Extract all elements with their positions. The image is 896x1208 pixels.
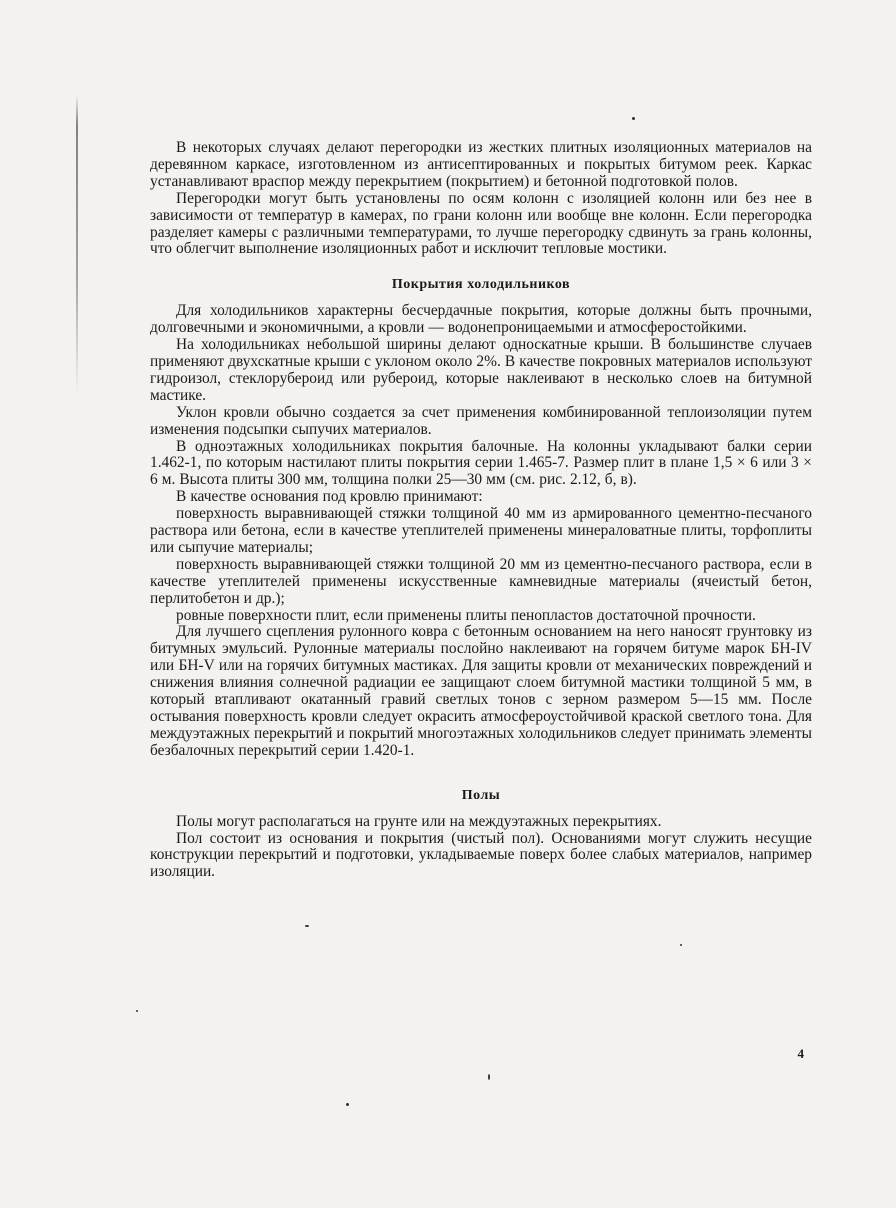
paragraph: Уклон кровли обычно создается за счет применения комбинированной теплоизоляции путем изменения подсыпки сыпучих материалов. [150, 403, 812, 438]
scan-edge [76, 95, 78, 395]
scan-speck [488, 1074, 490, 1080]
list-item: ровные поверхности плит, если применены плиты пенопластов достаточной прочности. [176, 606, 756, 624]
scan-speck [136, 1010, 138, 1012]
section-heading-floors: Полы [461, 787, 501, 803]
list-item: поверхность выравнивающей стяжки толщиной 20 мм из цементно-песчаного раствора, если в качестве утеплителей применены искусственные камневидные материалы (ячеистый бетон, перлитобетон и др.); [150, 555, 812, 607]
page-number: 4 [797, 1046, 804, 1061]
paragraph: Для холодильников характерны бесчердачные покрытия, которые должны быть прочными, долговечными и экономичными, а кровли — водонепроницаемыми и атмосферостойкими. [150, 302, 812, 337]
paragraph: Перегородки могут быть установлены по осям колонн с изоляцией колонн или без нее в зависимости от температур в камерах, по грани колонн или вообще вне колонн. Если перегородка разделяет камеры с различными температурами, то лучше перегородку сдвинуть за грань колонны, что облегчит выполнение изоляционных работ и исключит тепловые мостики. [150, 189, 812, 258]
paragraph: Для лучшего сцепления рулонного ковра с бетонным основанием на него наносят грунтовку из битумных эмульсий. Рулонные материалы послойно наклеивают на горячем битуме марок БН-IV или БН-V или на горячих битумных мастиках. Для защиты кровли от механических повреждений и снижения влияния солнечной радиации ее защищают слоем битумной мастики толщиной 5 мм, в который втапливают окатанный гравий светлых тонов с зерном размером 5—15 мм. После остывания поверхность кровли следует окрасить атмосфероустойчивой краской светлого тона. Для междуэтажных перекрытий и покрытий многоэтажных холодильников следует принимать элементы безбалочных перекрытий серии 1.420-1. [150, 623, 812, 759]
paragraph: Полы могут располагаться на грунте или на междуэтажных перекрытиях. [176, 812, 662, 830]
scan-speck [346, 1103, 349, 1106]
scan-speck [680, 944, 682, 946]
scan-speck [305, 925, 309, 927]
paragraph: В некоторых случаях делают перегородки из жестких плитных изоляционных материалов на деревянном каркасе, изготовленном из антисептированных и покрытых битумом реек. Каркас устанавливают враспор между перекрытием (покрытием) и бетонной подготовкой полов. [150, 140, 812, 190]
paragraph: В качестве основания под кровлю принимают: [176, 488, 483, 506]
paragraph: Пол состоит из основания и покрытия (чистый пол). Основаниями могут служить несущие конструкции перекрытий и подготовки, укладываемые поверх более слабых материалов, например изоляции. [150, 829, 812, 881]
paragraph: В одноэтажных холодильниках покрытия балочные. На колонны укладывают балки серии 1.462-1, по которым настилают плиты покрытия серии 1.465-7. Размер плит в плане 1,5 × 6 или 3 × 6 м. Высота плиты 300 мм, толщина полки 25—30 мм (см. рис. 2.12, б, в). [150, 437, 812, 489]
list-item: поверхность выравнивающей стяжки толщиной 40 мм из армированного цементно-песчаного раствора или бетона, если в качестве утеплителей применены минераловатные плиты, торфоплиты или сыпучие материалы; [150, 505, 812, 556]
document-body [150, 140, 812, 881]
section-heading-roofs: Покрытия холодильников [391, 277, 571, 293]
paragraph: На холодильниках небольшой ширины делают односкатные крыши. В большинстве случаев применяют двухскатные крыши с уклоном около 2%. В качестве покровных материалов используют гидроизол, стеклорубероид или рубероид, которые наклеивают в несколько слоев на битумной мастике. [150, 336, 812, 404]
scan-speck [632, 117, 635, 120]
